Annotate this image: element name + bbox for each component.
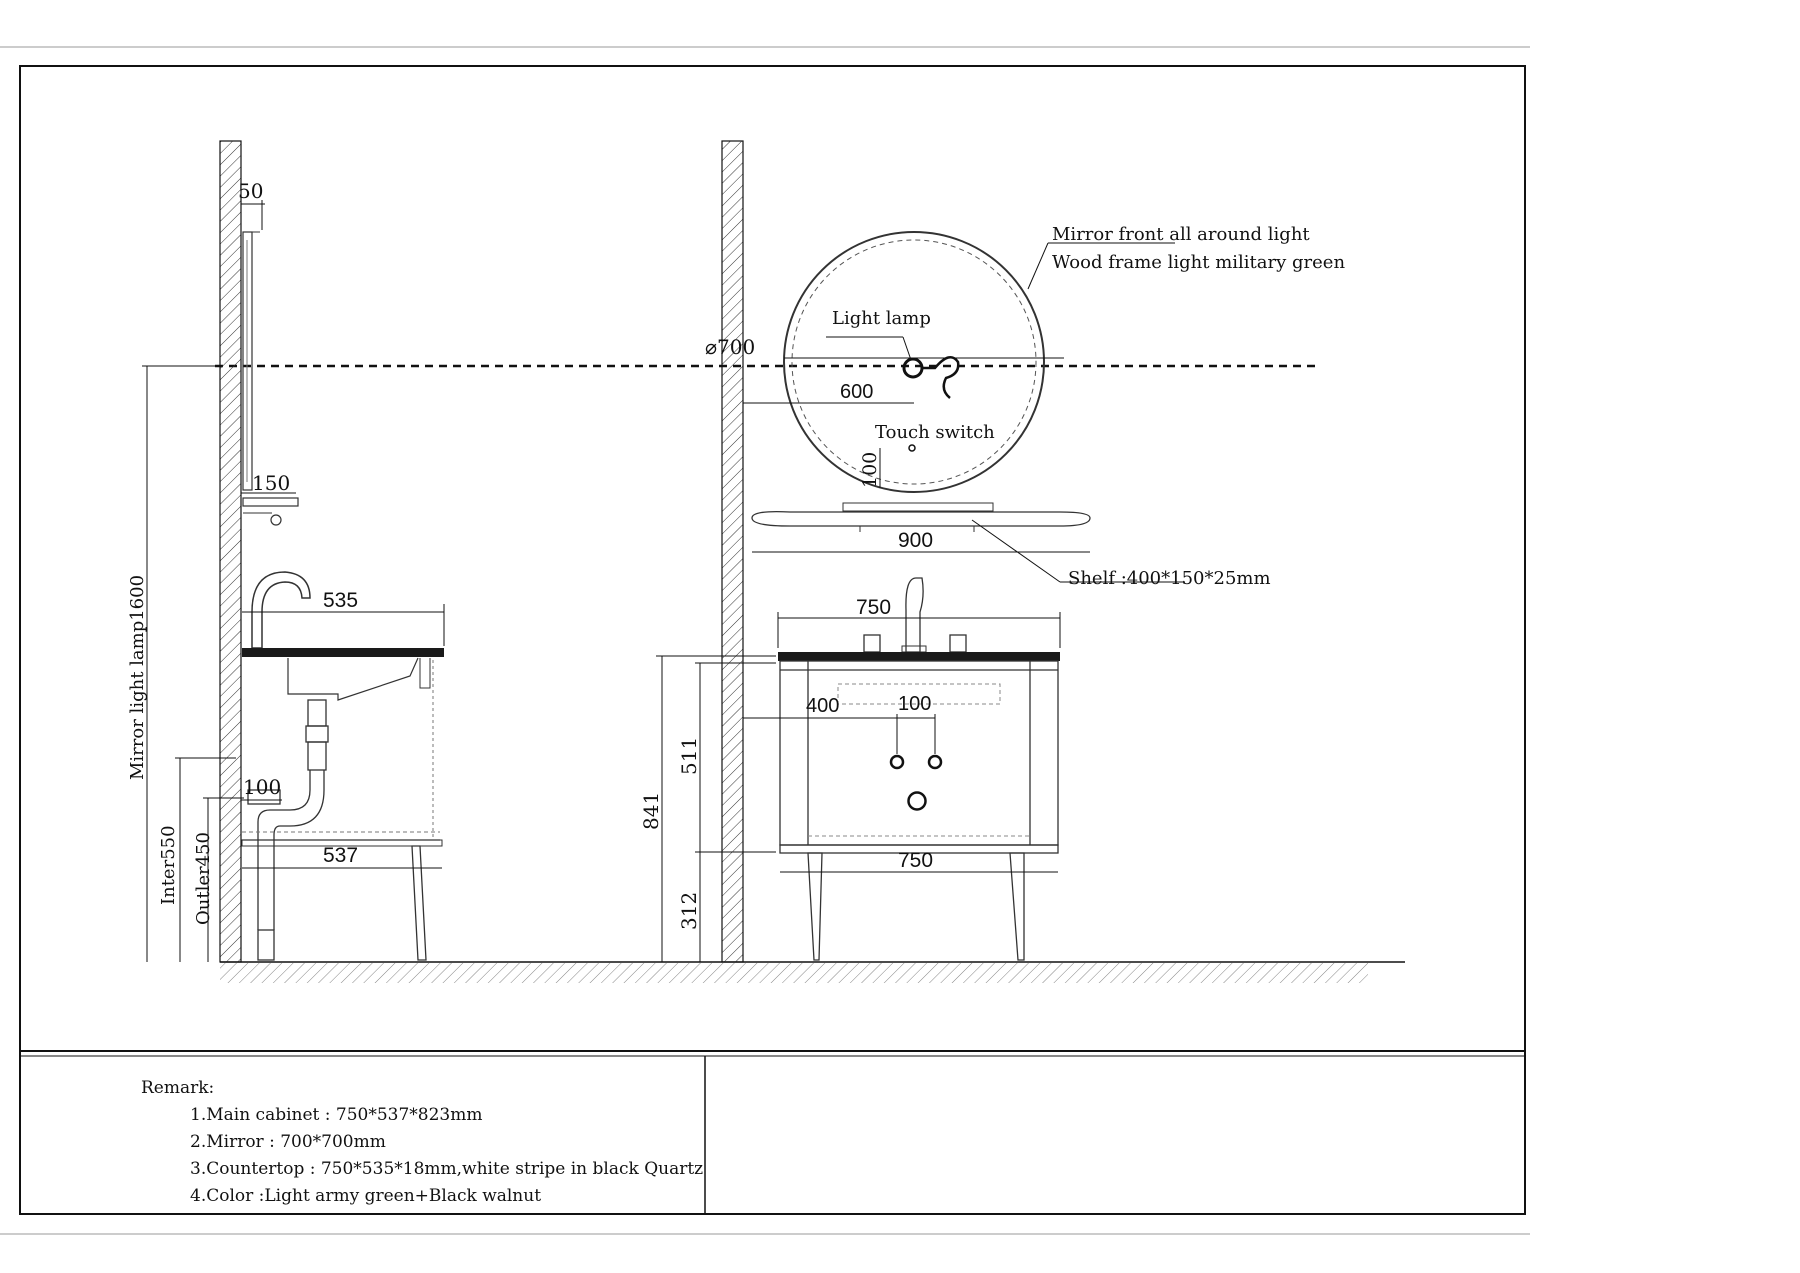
dim-cabinet-depth: 537 (323, 844, 359, 867)
label-light-lamp: Light lamp (832, 308, 931, 329)
remarks-block (141, 1078, 703, 1206)
drain-outlet-icon (909, 793, 926, 810)
side-shelf (243, 498, 298, 506)
front-leg-left (808, 853, 822, 960)
dim-countertop-depth: 535 (323, 589, 359, 612)
side-leg (412, 846, 426, 960)
callout-mirror-light: Mirror front all around light (1052, 224, 1310, 245)
front-mirror (784, 232, 1044, 492)
dim-upper-height: 511 (677, 736, 701, 775)
dim-shelf-width: 900 (898, 529, 934, 552)
dim-cabinet-width: 750 (898, 849, 934, 872)
side-wall (220, 141, 241, 962)
dim-outlet-spacing: 100 (898, 693, 932, 715)
side-basin (288, 658, 418, 700)
label-mirror-light-height: Mirror light lamp1600 (127, 574, 148, 780)
dim-leg-height: 312 (677, 891, 701, 930)
inlet-left-icon (891, 756, 903, 768)
dim-wall-gap: 50 (238, 179, 264, 203)
side-faucet (252, 572, 310, 648)
remark-item-3: 3.Countertop : 750*535*18mm,white stripe in black Quartz (190, 1159, 704, 1179)
touch-switch-icon (909, 445, 915, 451)
front-view (639, 141, 1345, 962)
dim-counter-width: 750 (856, 596, 892, 619)
label-outlet-height: Outler450 (193, 832, 214, 925)
remark-item-2: 2.Mirror : 700*700mm (190, 1132, 386, 1152)
remarks-title: Remark: (141, 1078, 215, 1098)
front-faucet (906, 578, 923, 652)
front-shelf (752, 512, 1090, 526)
inlet-right-icon (929, 756, 941, 768)
side-drain-pipe (248, 700, 328, 960)
light-lamp-icon (904, 359, 922, 377)
label-touch-switch: Touch switch (875, 422, 995, 443)
dim-drain-offset: 100 (243, 775, 282, 799)
floor (220, 962, 1405, 983)
dim-outlet-offset: 400 (806, 695, 840, 717)
dim-shelf-depth: 150 (252, 471, 291, 495)
callout-frame: Wood frame light military green (1052, 252, 1346, 273)
dim-mirror-diameter: ⌀700 (705, 335, 756, 359)
front-leg-right (1010, 853, 1024, 960)
front-wall (722, 141, 743, 962)
dim-switch-height: 100 (859, 451, 881, 488)
side-view (127, 141, 444, 962)
dim-total-height: 841 (639, 791, 663, 830)
front-cabinet (780, 661, 1058, 853)
remark-item-4: 4.Color :Light army green+Black walnut (190, 1186, 542, 1206)
label-inter-height: Inter550 (158, 825, 179, 905)
callout-shelf: Shelf :400*150*25mm (1068, 568, 1271, 589)
remark-item-1: 1.Main cabinet : 750*537*823mm (190, 1105, 483, 1125)
side-countertop (242, 648, 444, 657)
front-countertop (778, 652, 1060, 661)
dim-lamp-offset: 600 (840, 381, 874, 403)
